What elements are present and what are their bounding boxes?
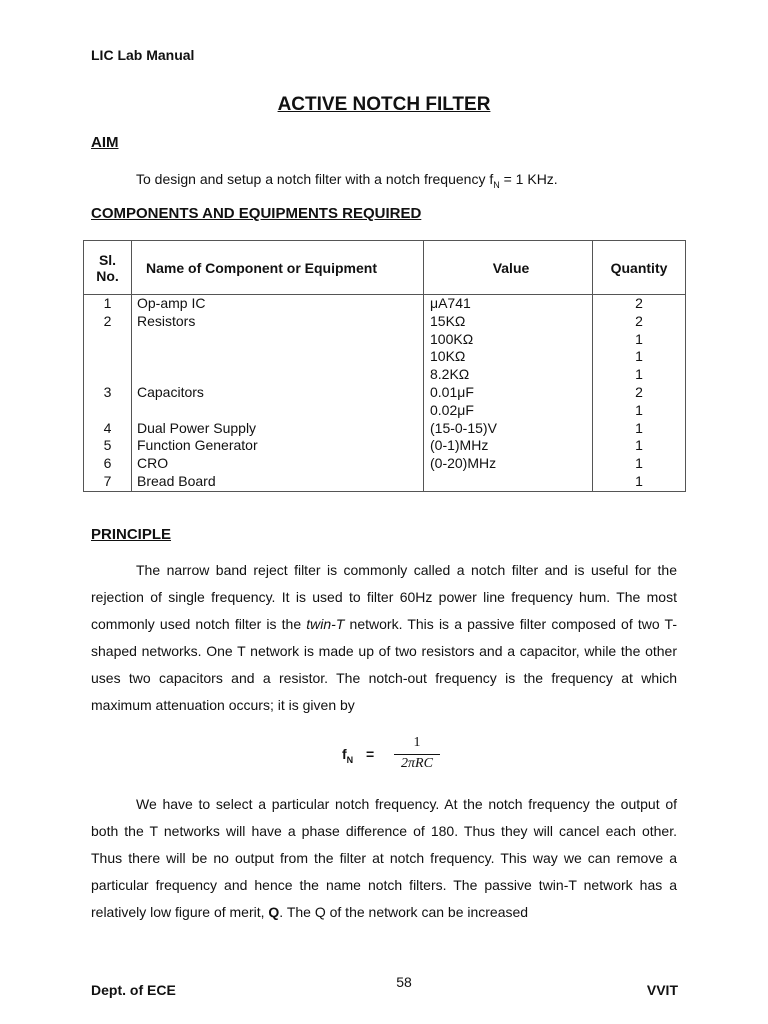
formula-numerator: 1	[413, 735, 421, 750]
table-row	[84, 437, 686, 455]
table-header-row	[84, 241, 686, 295]
cell-sl-no: 6	[84, 455, 132, 473]
table-row	[84, 455, 686, 473]
aim-text: To design and setup a notch filter with a notch frequency $f_N = 1$ KHz.	[136, 171, 558, 190]
cell-value: (15-0-15)V	[424, 420, 593, 438]
cell-quantity: 2	[593, 384, 686, 402]
principle-paragraph-1: The narrow band reject filter is commonly called a notch filter and is useful for the rejection of single frequency. It is used to filter 60Hz power line frequency hum. The most commonly used notch filter is the twin-T network. This is a passive filter composed of two T-shaped networks. One T network is made up of two resistors and a capacitor, while the other uses two capacitors and a resistor. The notch-out frequency is the frequency at which maximum attenuation occurs; it is given by	[91, 562, 677, 713]
cell-quantity: 1	[593, 348, 686, 366]
cell-quantity: 1	[593, 331, 686, 349]
principle-heading: PRINCIPLE	[91, 526, 172, 543]
cell-name: Capacitors	[132, 384, 424, 402]
cell-name	[132, 348, 424, 366]
table-row	[84, 313, 686, 331]
cell-sl-no: 2	[84, 313, 132, 331]
footer-department: Dept. of ECE	[91, 982, 176, 998]
cell-quantity: 1	[593, 437, 686, 455]
cell-sl-no	[84, 366, 132, 384]
fraction-bar	[394, 754, 440, 755]
components-table-body	[84, 295, 686, 492]
cell-value: μA741	[424, 295, 593, 313]
cell-quantity: 1	[593, 473, 686, 491]
cell-value: 100KΩ	[424, 331, 593, 349]
column-header-sl-no: Sl. No.	[84, 241, 132, 295]
column-header-name: Name of Component or Equipment	[132, 241, 424, 295]
cell-quantity: 2	[593, 313, 686, 331]
table-row	[84, 348, 686, 366]
formula-equals: =	[366, 746, 375, 762]
footer-college: VVIT	[646, 982, 678, 998]
cell-quantity: 1	[593, 402, 686, 420]
cell-name	[132, 366, 424, 384]
table-row	[84, 420, 686, 438]
page-title: ACTIVE NOTCH FILTER	[277, 94, 491, 115]
cell-name	[132, 331, 424, 349]
cell-sl-no	[84, 348, 132, 366]
cell-sl-no: 4	[84, 420, 132, 438]
cell-name: CRO	[132, 455, 424, 473]
cell-value: 0.02μF	[424, 402, 593, 420]
formula-denominator: 2πRC	[401, 756, 433, 771]
table-row	[84, 473, 686, 491]
cell-name: Resistors	[132, 313, 424, 331]
cell-name: Op-amp IC	[132, 295, 424, 313]
principle-paragraph-2: We have to select a particular notch frequency. At the notch frequency the output of both the T networks will have a phase difference of 180. Thus they will cancel each other. Thus there will be no output from the filter at notch frequency. This way we can remove a particular frequency and hence the name notch filters. The passive twin-T network has a relatively low figure of merit, Q. The Q of the network can be increased	[91, 796, 677, 920]
column-header-quantity: Quantity	[593, 241, 686, 295]
cell-value	[424, 473, 593, 491]
cell-value: (0-1)MHz	[424, 437, 593, 455]
table-row	[84, 295, 686, 313]
cell-value: 10KΩ	[424, 348, 593, 366]
running-header: LIC Lab Manual	[91, 47, 195, 63]
cell-quantity: 1	[593, 420, 686, 438]
page-number: 58	[396, 974, 412, 990]
components-heading: COMPONENTS AND EQUIPMENTS REQUIRED	[91, 205, 422, 222]
aim-heading: AIM	[91, 134, 119, 151]
cell-sl-no: 3	[84, 384, 132, 402]
cell-quantity: 1	[593, 366, 686, 384]
cell-name: Bread Board	[132, 473, 424, 491]
table-row	[84, 384, 686, 402]
cell-name: Function Generator	[132, 437, 424, 455]
cell-quantity: 2	[593, 295, 686, 313]
cell-value: 0.01μF	[424, 384, 593, 402]
cell-sl-no	[84, 331, 132, 349]
cell-sl-no: 5	[84, 437, 132, 455]
cell-name: Dual Power Supply	[132, 420, 424, 438]
cell-sl-no	[84, 402, 132, 420]
components-table	[83, 240, 686, 492]
table-row	[84, 366, 686, 384]
notch-frequency-formula	[342, 735, 452, 779]
cell-sl-no: 1	[84, 295, 132, 313]
table-row	[84, 331, 686, 349]
table-row	[84, 402, 686, 420]
column-header-value: Value	[424, 241, 593, 295]
cell-value: 8.2KΩ	[424, 366, 593, 384]
cell-quantity: 1	[593, 455, 686, 473]
cell-name	[132, 402, 424, 420]
cell-value: 15KΩ	[424, 313, 593, 331]
cell-sl-no: 7	[84, 473, 132, 491]
cell-value: (0-20)MHz	[424, 455, 593, 473]
formula-label: $f_N$	[342, 746, 354, 765]
